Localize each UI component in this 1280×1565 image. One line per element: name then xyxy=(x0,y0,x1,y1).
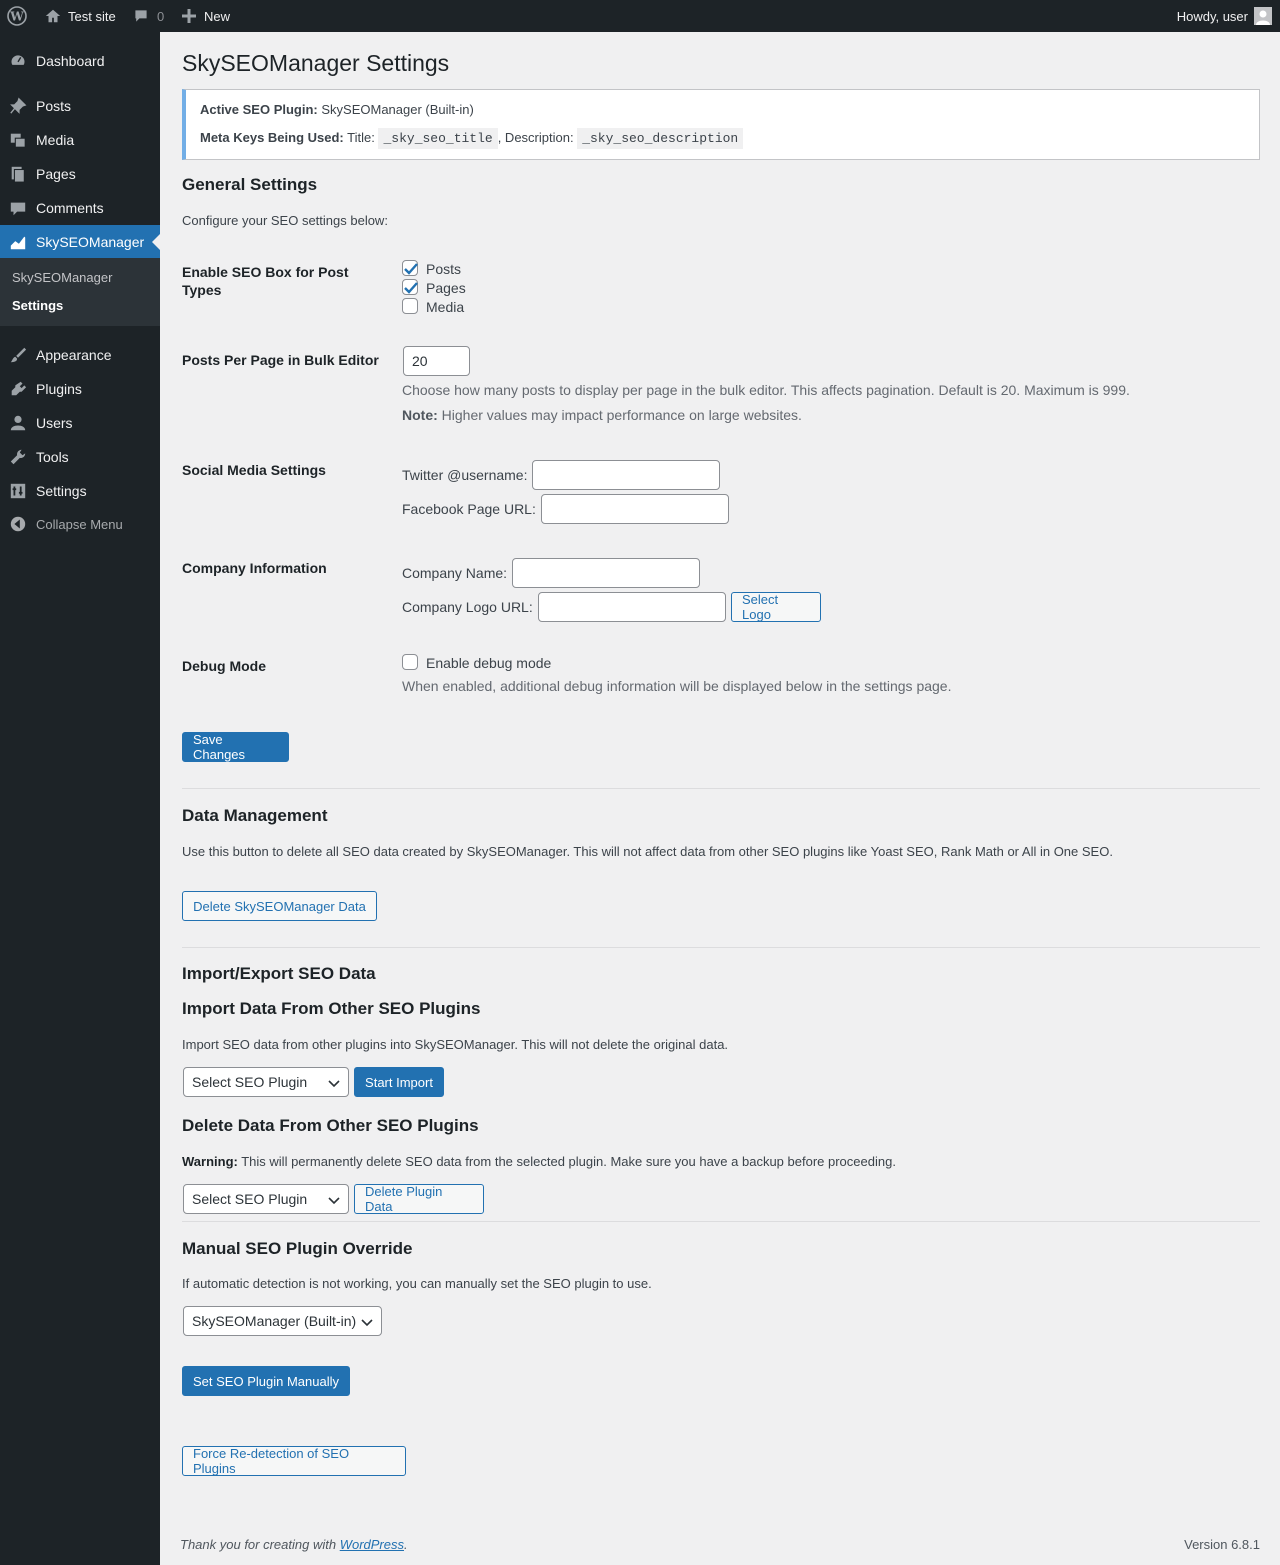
admin-bar xyxy=(0,0,1280,32)
override-heading: Manual SEO Plugin Override xyxy=(182,1239,413,1258)
warning-text: This will permanently delete SEO data from the selected plugin. Make sure you have a backup before proceeding. xyxy=(241,1154,896,1169)
title-key-label: Title: xyxy=(347,130,375,145)
chevron-down-icon xyxy=(328,1194,340,1206)
divider xyxy=(182,788,1260,789)
submenu-item-skyseomanager[interactable]: SkySEOManager xyxy=(12,270,113,285)
footer-version: Version 6.8.1 xyxy=(1184,1537,1260,1552)
import-select-value: Select SEO Plugin xyxy=(192,1074,308,1090)
sidebar-item-dashboard[interactable] xyxy=(0,44,160,78)
per-page-input[interactable]: 20 xyxy=(403,346,470,376)
pin-icon xyxy=(9,97,27,115)
posts-checkbox-label: Posts xyxy=(426,261,462,277)
facebook-label: Facebook Page URL: xyxy=(402,501,536,517)
sidebar-item-comments[interactable] xyxy=(0,191,160,225)
sidebar-item-settings[interactable] xyxy=(0,474,160,508)
general-settings-heading: General Settings xyxy=(182,175,318,194)
sidebar-item-plugins[interactable] xyxy=(0,372,160,406)
comments-count: 0 xyxy=(157,8,165,24)
new-label: New xyxy=(204,8,231,24)
debug-mode-label: Debug Mode xyxy=(182,658,266,674)
plus-icon xyxy=(182,9,196,23)
media-checkbox-label: Media xyxy=(426,299,465,315)
footer-thanks-prefix: Thank you for creating with xyxy=(180,1537,337,1552)
company-name-label: Company Name: xyxy=(402,565,508,581)
active-plugin-label: Active SEO Plugin: xyxy=(200,102,318,117)
override-select-value: SkySEOManager (Built-in) xyxy=(192,1313,357,1329)
chart-icon xyxy=(9,233,27,251)
footer-thanks-suffix: . xyxy=(404,1537,408,1552)
wordpress-logo-icon[interactable] xyxy=(7,0,27,32)
company-logo-label: Company Logo URL: xyxy=(402,599,533,615)
select-logo-button[interactable]: Select Logo xyxy=(731,592,821,622)
twitter-username-input[interactable] xyxy=(532,460,720,490)
sidebar-item-label: Media xyxy=(36,132,75,148)
per-page-note xyxy=(402,407,802,423)
sidebar-item-tools[interactable] xyxy=(0,440,160,474)
comments-link[interactable] xyxy=(133,0,164,32)
new-content-link[interactable] xyxy=(182,0,230,32)
meta-keys-line xyxy=(200,130,743,146)
wordpress-link[interactable]: WordPress xyxy=(339,1537,404,1552)
delete-other-heading: Delete Data From Other SEO Plugins xyxy=(182,1116,479,1135)
delete-select-value: Select SEO Plugin xyxy=(192,1191,308,1207)
plug-icon xyxy=(9,380,27,398)
per-page-description: Choose how many posts to display per page in the bulk editor. This affects pagination. Default is 20. Maximum is 999. xyxy=(402,382,1130,398)
seo-plugin-override-select[interactable] xyxy=(183,1306,382,1336)
delete-warning xyxy=(182,1154,896,1169)
sidebar-item-appearance[interactable] xyxy=(0,338,160,372)
sidebar-item-label: Dashboard xyxy=(36,53,105,69)
sidebar-item-skyseomanager[interactable] xyxy=(0,225,160,259)
admin-sidebar xyxy=(0,32,160,1565)
sidebar-item-label: SkySEOManager xyxy=(36,234,145,250)
company-name-input[interactable] xyxy=(512,558,700,588)
description-key-label: , Description: xyxy=(497,130,574,145)
footer-thanks xyxy=(180,1537,408,1552)
import-heading: Import Data From Other SEO Plugins xyxy=(182,999,481,1018)
avatar xyxy=(1254,7,1272,25)
sidebar-item-label: Comments xyxy=(36,200,104,216)
sidebar-item-label: Tools xyxy=(36,449,69,465)
sidebar-item-pages[interactable] xyxy=(0,157,160,191)
post-types-label: Enable SEO Box for Post Types xyxy=(182,264,349,298)
facebook-url-input[interactable] xyxy=(541,494,729,524)
divider xyxy=(182,1221,1260,1222)
delete-plugin-select[interactable] xyxy=(183,1184,349,1214)
pages-checkbox-label: Pages xyxy=(426,280,466,296)
data-management-description: Use this button to delete all SEO data created by SkySEOManager. This will not affect data from other SEO plugins like Yoast SEO, Rank Math or All in One SEO. xyxy=(182,844,1113,859)
media-checkbox[interactable] xyxy=(402,298,418,314)
social-media-label: Social Media Settings xyxy=(182,462,326,478)
settings-icon xyxy=(9,482,27,500)
per-page-label: Posts Per Page in Bulk Editor xyxy=(182,352,379,368)
delete-plugin-data-button[interactable]: Delete Plugin Data xyxy=(354,1184,484,1214)
import-plugin-select[interactable] xyxy=(183,1067,349,1097)
pages-checkbox[interactable] xyxy=(402,279,418,295)
sidebar-item-label: Appearance xyxy=(36,347,112,363)
meta-keys-label: Meta Keys Being Used: xyxy=(200,130,344,145)
brush-icon xyxy=(9,346,27,364)
debug-description: When enabled, additional debug information will be displayed below in the settings page. xyxy=(402,678,952,694)
svg-text:W: W xyxy=(10,9,24,24)
user-icon xyxy=(9,414,27,432)
general-settings-intro: Configure your SEO settings below: xyxy=(182,213,388,228)
active-plugin-line xyxy=(200,102,474,117)
comment-icon xyxy=(9,199,27,217)
sidebar-submenu xyxy=(0,258,160,326)
data-management-heading: Data Management xyxy=(182,806,328,825)
company-info-label: Company Information xyxy=(182,560,327,576)
chevron-down-icon xyxy=(328,1077,340,1089)
wrench-icon xyxy=(9,448,27,466)
set-seo-plugin-button[interactable]: Set SEO Plugin Manually xyxy=(182,1366,350,1396)
import-export-heading: Import/Export SEO Data xyxy=(182,964,376,983)
sidebar-item-posts[interactable] xyxy=(0,89,160,123)
sidebar-item-label: Settings xyxy=(36,483,87,499)
sidebar-item-media[interactable] xyxy=(0,123,160,157)
debug-mode-checkbox[interactable] xyxy=(402,654,418,670)
account-menu[interactable] xyxy=(1177,0,1272,32)
description-meta-key: _sky_seo_description xyxy=(577,128,743,149)
collapse-arrow-icon xyxy=(9,515,27,533)
save-changes-button[interactable]: Save Changes xyxy=(182,732,289,762)
media-icon xyxy=(9,131,27,149)
sidebar-item-label: Pages xyxy=(36,166,76,182)
twitter-label: Twitter @username: xyxy=(402,467,528,483)
divider xyxy=(182,947,1260,948)
comment-icon xyxy=(133,8,149,24)
sidebar-item-label: Posts xyxy=(36,98,72,114)
submenu-item-settings[interactable]: Settings xyxy=(12,298,64,313)
warning-label: Warning: xyxy=(182,1154,238,1169)
note-text: Higher values may impact performance on large websites. xyxy=(441,407,802,423)
title-meta-key: _sky_seo_title xyxy=(378,128,497,149)
sidebar-item-label: Users xyxy=(36,415,73,431)
site-name: Test site xyxy=(68,8,116,24)
override-description: If automatic detection is not working, you can manually set the SEO plugin to use. xyxy=(182,1276,652,1291)
home-icon xyxy=(44,7,62,25)
active-plugin-value: SkySEOManager (Built-in) xyxy=(321,102,474,117)
collapse-menu-button[interactable] xyxy=(0,507,160,541)
import-description: Import SEO data from other plugins into SkySEOManager. This will not delete the original data. xyxy=(182,1037,729,1052)
sidebar-item-users[interactable] xyxy=(0,406,160,440)
note-label: Note: xyxy=(402,407,438,423)
start-import-button[interactable]: Start Import xyxy=(354,1067,444,1097)
debug-checkbox-label: Enable debug mode xyxy=(426,655,552,671)
site-home-link[interactable] xyxy=(44,0,116,32)
company-logo-input[interactable] xyxy=(538,592,726,622)
sidebar-item-label: Plugins xyxy=(36,381,82,397)
delete-skyseomanager-data-button[interactable]: Delete SkySEOManager Data xyxy=(182,891,377,921)
dashboard-icon xyxy=(9,52,27,70)
collapse-label: Collapse Menu xyxy=(36,516,123,532)
posts-checkbox[interactable] xyxy=(402,260,418,276)
active-plugin-notice xyxy=(182,89,1260,160)
force-redetection-button[interactable]: Force Re-detection of SEO Plugins xyxy=(182,1446,406,1476)
chevron-down-icon xyxy=(361,1316,373,1328)
page-title: SkySEOManager Settings xyxy=(182,50,450,76)
pages-icon xyxy=(9,165,27,183)
greeting: Howdy, user xyxy=(1176,8,1248,24)
